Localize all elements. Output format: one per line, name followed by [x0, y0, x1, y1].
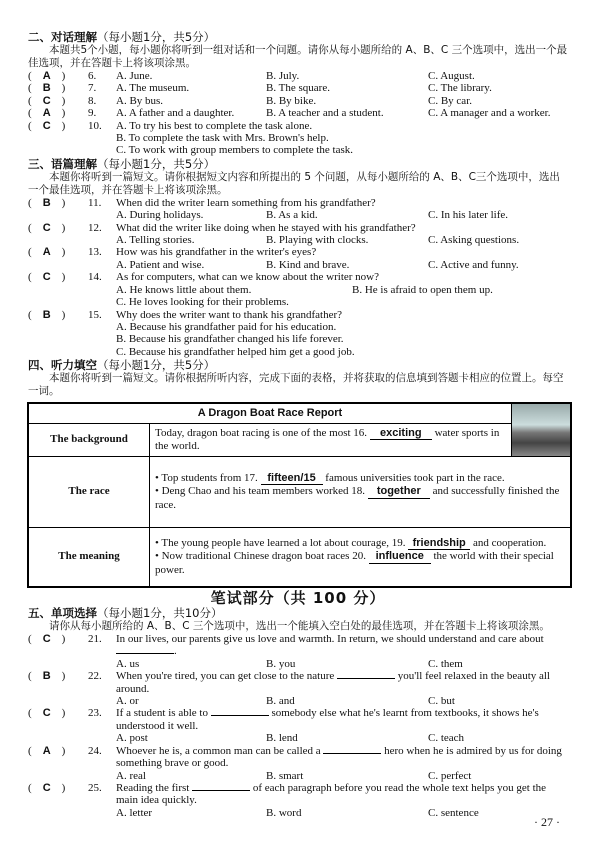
blank-16: exciting — [370, 427, 432, 441]
answer-6: ( A ) — [28, 70, 66, 82]
answer-10: ( C ) — [28, 119, 66, 132]
section-4-instructions: 本题你将听到一篇短文。请你根据所听内容，完成下面的表格，并将获取的信息填到答题卡相应的位置上。每空一词。 — [28, 372, 564, 398]
answer-8: ( C ) — [28, 94, 66, 107]
blank-line — [337, 678, 395, 679]
answer-13: ( A ) — [28, 246, 66, 259]
question-8: ( C ) 8. A. By bus. B. By bike. C. By car. — [28, 94, 472, 107]
blank-line — [116, 653, 174, 654]
section-5-instructions: 请你从每小题所给的 A、B、C 三个选项中，选出一个能填入空白处的最佳选项，并在答题卡上将该项涂黑。 — [49, 620, 550, 633]
row-head-background: The background — [28, 423, 150, 456]
section-3-instructions: 本题你将听到一篇短文。请你根据短文内容和所提出的 5 个问题，从每小题所给的 A、B、C三个选项中，选出一个最佳选项，并在答题卡上将该项涂黑。 — [28, 170, 560, 196]
question-24: ( A ) 24. Whoever he is, a common man can be called a hero when he is admired by us for doing something brave or good. A. real B. smart C. perfect — [28, 744, 562, 782]
section-5-title: 五、单项选择（每小题1分，共10分） — [28, 606, 223, 621]
race-cell: • Top students from 17. fifteen/15 famous universities took part in the race. • Deng Chao and his team members worked 18. together and successfully finished the race. — [150, 456, 572, 527]
answer-25: ( C ) — [28, 781, 66, 794]
section-2-title: 二、对话理解（每小题1分，共5分） — [28, 30, 216, 44]
question-12: ( C ) 12. What did the writer like doing when he stayed with his grandfather? A. Telling stories. B. Playing with clocks. C. Asking questions. — [28, 221, 520, 247]
answer-21: ( C ) — [28, 633, 66, 646]
question-25: ( C ) 25. Reading the first of each paragraph before you read the whole text helps you get the main idea quickly. A. letter B. word C. sentence — [28, 781, 547, 819]
blank-line — [192, 790, 250, 791]
question-22: ( B ) 22. When you're tired, you can get close to the nature you'll feel relaxed in the beauty all around. A. or B. and C. but — [28, 670, 550, 708]
blank-18: together — [368, 485, 430, 499]
row-head-meaning: The meaning — [28, 527, 150, 587]
section-2-instructions: 本题共5个小题，每小题你将听到一组对话和一个问题。请你从每小题所给的 A、B、C 三个选项中，选出一个最佳选项，并在答题卡上将该项涂黑。 — [28, 44, 568, 69]
blank-line — [211, 715, 269, 716]
section-4-title: 四、听力填空（每小题1分，共5分） — [28, 358, 216, 373]
row-head-race: The race — [28, 456, 150, 527]
answer-11: ( B ) — [28, 196, 66, 209]
answer-9: ( A ) — [28, 107, 66, 120]
question-10: ( C ) 10. A. To try his best to complete the task alone. B. To complete the task with Mrs. Brown's help. C. To work with group members to complete the task. — [28, 119, 354, 157]
written-part-title: 笔试部分（共 100 分） — [210, 588, 386, 607]
answer-23: ( C ) — [28, 707, 66, 720]
answer-24: ( A ) — [28, 744, 66, 757]
question-23: ( C ) 23. If a student is able to somebody else what he's learnt from textbooks, it shows he's understood it well. A. post B. lend C. teach — [28, 707, 539, 745]
blank-17: fifteen/15 — [261, 472, 323, 486]
question-21: ( C ) 21. In our lives, our parents give us love and warmth. In return, we should understand and care about . A. us B. you C. them — [28, 633, 544, 670]
meaning-cell: • The young people have learned a lot about courage, 19. friendship and cooperation. • Now traditional Chinese dragon boat races 20. influence the world with their special power. — [150, 527, 572, 587]
answer-14: ( C ) — [28, 271, 66, 284]
report-title: A Dragon Boat Race Report — [28, 403, 512, 423]
blank-line — [323, 753, 381, 754]
answer-15: ( B ) — [28, 308, 66, 321]
answer-7: ( B ) — [28, 82, 66, 95]
question-13: ( A ) 13. How was his grandfather in the writer's eyes? A. Patient and wise. B. Kind and brave. C. Active and funny. — [28, 246, 519, 271]
question-15: ( B ) 15. Why does the writer want to thank his grandfather? A. Because his grandfather paid for his education. B. Because his grandfather changed his life forever. C. Because his grandfather helped him get a good job. — [28, 308, 355, 358]
dragon-boat-report-table — [27, 402, 572, 588]
question-9: ( A ) 9. A. A father and a daughter. B. A teacher and a student. C. A manager and a worker. — [28, 107, 551, 120]
blank-19: friendship — [408, 537, 470, 551]
answer-12: ( C ) — [28, 221, 66, 234]
blank-20: influence — [369, 550, 431, 564]
question-14: ( C ) 14. As for computers, what can we know about the writer now? A. He knows little about them. B. He is afraid to open them up. C. He loves looking for their problems. — [28, 271, 493, 309]
question-6: ( A ) 6. A. June. B. July. C. August. — [28, 70, 475, 82]
dragon-boat-photo — [512, 403, 572, 456]
background-cell: Today, dragon boat racing is one of the most 16. exciting water sports in the world. — [150, 423, 512, 456]
question-7: ( B ) 7. A. The museum. B. The square. C. The library. — [28, 82, 492, 95]
section-3-title: 三、语篇理解（每小题1分，共5分） — [28, 156, 216, 171]
answer-22: ( B ) — [28, 670, 66, 683]
page-number: · 27 · — [534, 815, 560, 829]
question-11: ( B ) 11. When did the writer learn something from his grandfather? A. During holidays. B. As a kid. C. In his later life. — [28, 196, 509, 222]
exam-page — [28, 30, 568, 819]
